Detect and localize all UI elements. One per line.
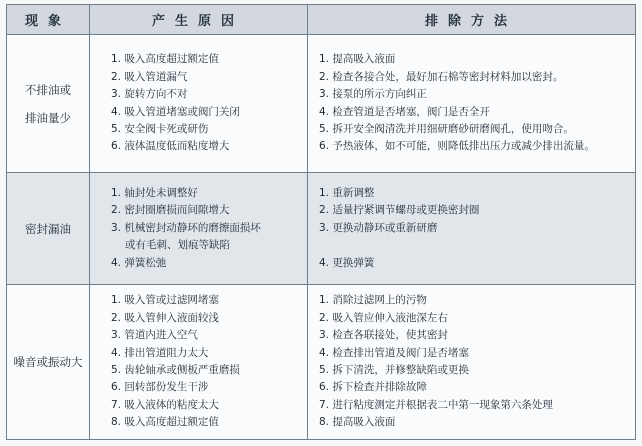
table-row (7, 285, 635, 439)
remedy-item: 5. 拆开安全阀清洗并用细研磨砂研磨阀孔，使用吻合。 (319, 122, 574, 135)
phenomenon-line: 不排油或 (25, 82, 71, 97)
header-cause: 产生原因 (151, 13, 244, 29)
phenomenon-line: 排油量少 (25, 110, 71, 125)
cause-item: 8. 吸入高度超过额定值 (111, 416, 219, 429)
remedy-item: 2. 适量拧紧调节螺母或更换密封圈 (319, 204, 480, 217)
cause-item: 6. 回转部份发生干涉 (111, 381, 209, 394)
cause-item: 5. 安全阀卡死或研伤 (111, 122, 209, 135)
cause-item: 6. 液体温度低而粘度增大 (111, 140, 230, 153)
column-divider (89, 5, 90, 439)
cause-item: 4. 吸入管道堵塞或阀门关闭 (111, 105, 240, 118)
cause-item-continuation: 或有毛刺、划痕等缺陷 (125, 239, 230, 252)
troubleshooting-table (6, 4, 636, 440)
phenomenon-cell (7, 285, 89, 439)
column-divider (307, 5, 308, 439)
cause-item: 3. 管道内进入空气 (111, 329, 198, 342)
remedy-item: 2. 吸入管应伸入液池深左右 (319, 311, 448, 324)
table-header (7, 5, 635, 35)
cause-item: 3. 机械密封动静环的磨擦面损坏 (111, 221, 261, 234)
cause-list (111, 285, 240, 439)
remedy-item: 8. 提高吸入液面 (319, 416, 396, 429)
remedy-item: 4. 检查管道是否堵塞，阀门是否全开 (319, 105, 490, 118)
remedy-item: 4. 更换弹簧 (319, 256, 375, 269)
header-remedy: 排除方法 (424, 13, 517, 29)
cause-item: 7. 吸入液体的粘度太大 (111, 398, 219, 411)
remedy-item: 3. 接泵的所示方向纠正 (319, 88, 427, 101)
remedy-item: 1. 重新调整 (319, 186, 375, 199)
phenomenon-line: 噪音或振动大 (13, 355, 83, 369)
cause-item: 2. 吸入管道漏气 (111, 70, 188, 83)
remedy-item: 6. 拆下检查并排除故障 (319, 381, 427, 394)
remedy-item: 3. 检查各联接处，使其密封 (319, 329, 448, 342)
remedy-item: 1. 消除过滤网上的污物 (319, 294, 427, 307)
cause-item: 4. 弹簧松弛 (111, 256, 167, 269)
remedy-list (319, 285, 553, 439)
cause-item: 3. 旋转方向不对 (111, 88, 188, 101)
cause-item: 4. 排出管道阻力太大 (111, 346, 209, 359)
cause-item: 5. 齿轮轴承或侧板严重磨损 (111, 364, 240, 376)
phenomenon-cell (7, 173, 89, 284)
header-phenomenon: 现象 (24, 13, 71, 29)
cause-item: 1. 吸入高度超过额定值 (111, 53, 219, 66)
remedy-item: 4. 检查排出管道及阀门是否堵塞 (319, 346, 469, 359)
phenomenon-cell (7, 35, 89, 172)
remedy-item: 1. 提高吸入液面 (319, 53, 396, 66)
cause-list (111, 35, 240, 172)
remedy-item: 6. 予热液体，如不可能，则降低排出压力或减少排出流量。 (319, 140, 595, 153)
remedy-list (319, 35, 595, 172)
cause-item: 1. 吸入管或过滤网堵塞 (111, 294, 219, 307)
remedy-item: 5. 拆下清洗，并修整缺陷或更换 (319, 364, 469, 376)
phenomenon-line: 密封漏油 (25, 221, 71, 236)
cause-item: 2. 密封圈磨损而间隙增大 (111, 204, 230, 217)
remedy-item: 3. 更换动静环或重新研磨 (319, 221, 438, 234)
remedy-item: 7. 进行粘度测定并根据表二中第一现象第六条处理 (319, 398, 553, 411)
cause-item: 1. 轴封处未调整好 (111, 186, 198, 199)
cause-item: 2. 吸入管伸入液面较浅 (111, 311, 219, 324)
table-row (7, 173, 635, 285)
remedy-spacer (319, 237, 479, 254)
remedy-item: 2. 检查各接合处，最好加石棉等密封材料加以密封。 (319, 70, 564, 83)
table-row (7, 35, 635, 173)
cause-list (111, 173, 261, 284)
remedy-list (319, 173, 479, 284)
